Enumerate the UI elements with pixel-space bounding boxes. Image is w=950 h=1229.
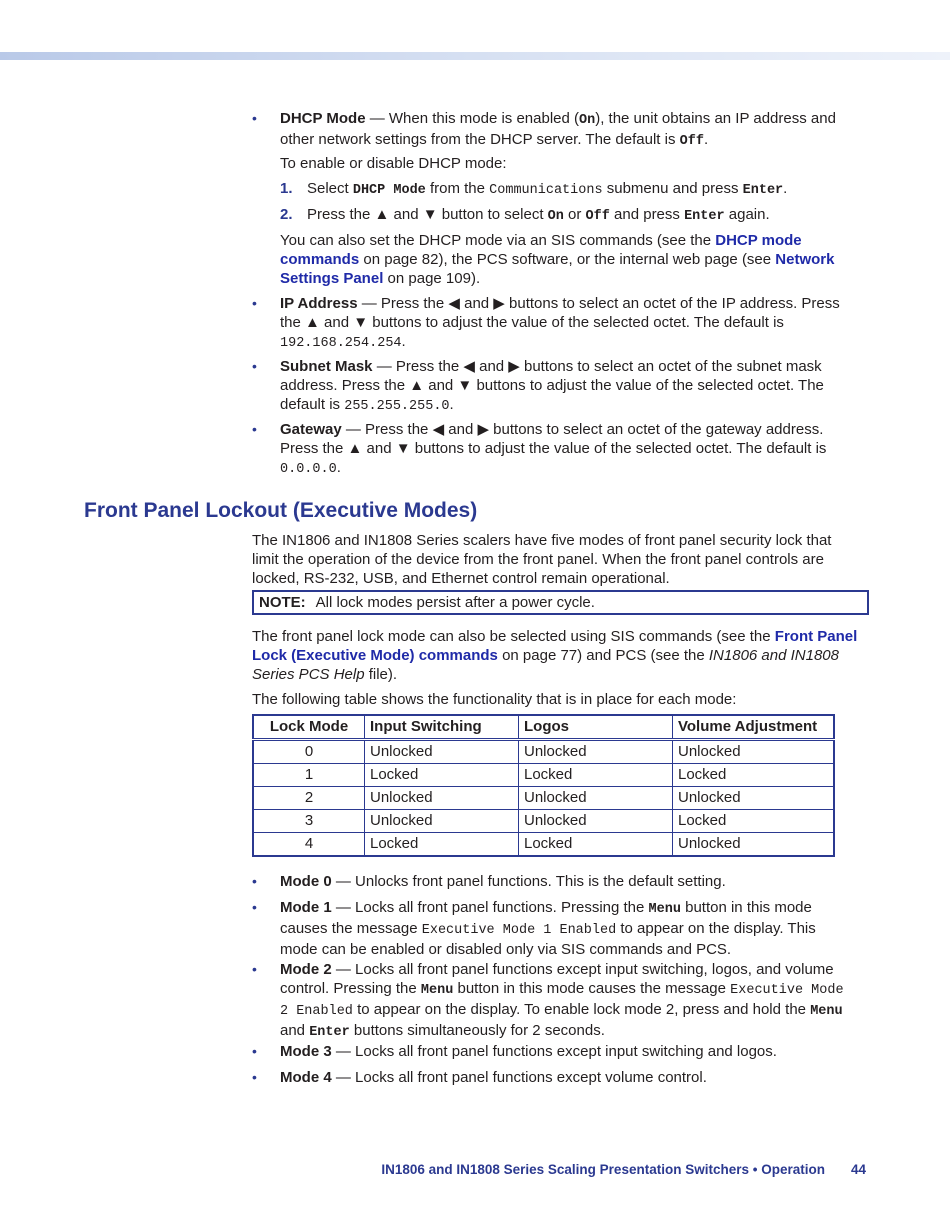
- table-cell: 4: [253, 833, 365, 857]
- bullet-icon: •: [252, 295, 257, 311]
- page-number: 44: [850, 1162, 866, 1177]
- enable-intro: To enable or disable DHCP mode:: [280, 155, 507, 172]
- bullet-icon: •: [252, 110, 257, 126]
- table-cell: Unlocked: [519, 740, 673, 764]
- front-panel-lock-commands-link[interactable]: Front Panel Lock (Executive Mode) commands: [252, 628, 858, 664]
- note-box: [252, 590, 869, 615]
- table-row: [253, 833, 834, 857]
- mode-0-item: Mode 0 — Unlocks front panel functions. This is the default setting.: [280, 873, 726, 890]
- lock-mode-table: [252, 714, 835, 857]
- table-cell: Unlocked: [365, 810, 519, 833]
- table-cell: Unlocked: [519, 810, 673, 833]
- column-header: Lock Mode: [253, 715, 365, 740]
- mode-3-item: Mode 3 — Locks all front panel functions except input switching and logos.: [280, 1043, 777, 1060]
- section-heading: Front Panel Lockout (Executive Modes): [84, 499, 478, 522]
- table-row: [253, 764, 834, 787]
- bullet-icon: •: [252, 961, 257, 977]
- note-label: NOTE:: [259, 594, 306, 611]
- dhcp-mode-item: DHCP Mode — When this mode is enabled (On), the unit obtains an IP address and other network settings from the DHCP server. The default is Off.: [280, 110, 836, 149]
- subnet-mask-item: Subnet Mask — Press the ◀ and ▶ buttons to select an octet of the subnet mask address. Press the ▲ and ▼ buttons to adjust the value of the selected octet. The default is 255.255.255.0.: [280, 358, 824, 414]
- mode-1-item: Mode 1 — Locks all front panel functions. Pressing the Menu button in this mode causes the message Executive Mode 1 Enabled to appear on the display. This mode can be enabled or disabled only via SIS commands and PCS.: [280, 899, 816, 958]
- table-row: [253, 810, 834, 833]
- column-header: Volume Adjustment: [673, 715, 835, 740]
- table-cell: Locked: [519, 764, 673, 787]
- step-number: 1.: [280, 180, 293, 197]
- table-cell: Locked: [519, 833, 673, 857]
- table-cell: Unlocked: [365, 740, 519, 764]
- table-cell: Unlocked: [365, 787, 519, 810]
- mode-4-item: Mode 4 — Locks all front panel functions except volume control.: [280, 1069, 707, 1086]
- table-row: [253, 787, 834, 810]
- table-cell: Unlocked: [673, 787, 835, 810]
- table-header-row: [253, 715, 834, 740]
- dhcp-also-paragraph: You can also set the DHCP mode via an SIS commands (see the DHCP mode commands on page 82), the PCS software, or the internal web page (see Network Settings Panel on page 109).: [280, 232, 835, 287]
- table-cell: Locked: [673, 764, 835, 787]
- sis-paragraph: The front panel lock mode can also be selected using SIS commands (see the Front Panel Lock (Executive Mode) commands on page 77) and PCS (see the IN1806 and IN1808 Series PCS Help file).: [252, 628, 858, 683]
- table-cell: 3: [253, 810, 365, 833]
- bullet-icon: •: [252, 1043, 257, 1059]
- bullet-icon: •: [252, 873, 257, 889]
- header-gradient-bar: [0, 52, 950, 60]
- ip-address-item: IP Address — Press the ◀ and ▶ buttons to select an octet of the IP address. Press the ▲ and ▼ buttons to adjust the value of the selected octet. The default is 192.168.254.254.: [280, 295, 840, 351]
- step-1: Select DHCP Mode from the Communications submenu and press Enter.: [307, 180, 788, 198]
- note-text: All lock modes persist after a power cycle.: [315, 594, 595, 611]
- table-cell: 2: [253, 787, 365, 810]
- page-footer: [381, 1162, 866, 1177]
- column-header: Input Switching: [365, 715, 519, 740]
- bullet-icon: •: [252, 421, 257, 437]
- mode-2-item: Mode 2 — Locks all front panel functions except input switching, logos, and volume control. Pressing the Menu button in this mode causes the message Executive Mode 2 Enabled to appear on the display. To enable lock mode 2, press and hold the Menu and Enter buttons simultaneously for 2 seconds.: [280, 961, 844, 1040]
- section-intro: The IN1806 and IN1808 Series scalers have five modes of front panel security lock that limit the operation of the device from the front panel. When the front panel controls are locked, RS-232, USB, and Ethernet control remain operational.: [252, 532, 832, 587]
- table-cell: Locked: [673, 810, 835, 833]
- table-cell: Locked: [365, 833, 519, 857]
- bullet-icon: •: [252, 899, 257, 915]
- table-cell: Unlocked: [519, 787, 673, 810]
- gateway-item: Gateway — Press the ◀ and ▶ buttons to select an octet of the gateway address. Press the ▲ and ▼ buttons to adjust the value of the selected octet. The default is 0.0.0.0.: [280, 421, 827, 477]
- table-cell: 0: [253, 740, 365, 764]
- dhcp-mode-commands-link[interactable]: DHCP mode commands: [280, 232, 802, 268]
- column-header: Logos: [519, 715, 673, 740]
- table-cell: Locked: [365, 764, 519, 787]
- bullet-icon: •: [252, 358, 257, 374]
- step-number: 2.: [280, 206, 293, 223]
- bullet-icon: •: [252, 1069, 257, 1085]
- table-intro: The following table shows the functionality that is in place for each mode:: [252, 691, 737, 708]
- network-settings-panel-link[interactable]: Network Settings Panel: [280, 251, 835, 287]
- table-cell: Unlocked: [673, 833, 835, 857]
- footer-title: IN1806 and IN1808 Series Scaling Presentation Switchers • Operation: [381, 1162, 825, 1177]
- table-cell: Unlocked: [673, 740, 835, 764]
- table-row: [253, 740, 834, 764]
- table-cell: 1: [253, 764, 365, 787]
- step-2: Press the ▲ and ▼ button to select On or Off and press Enter again.: [307, 206, 770, 224]
